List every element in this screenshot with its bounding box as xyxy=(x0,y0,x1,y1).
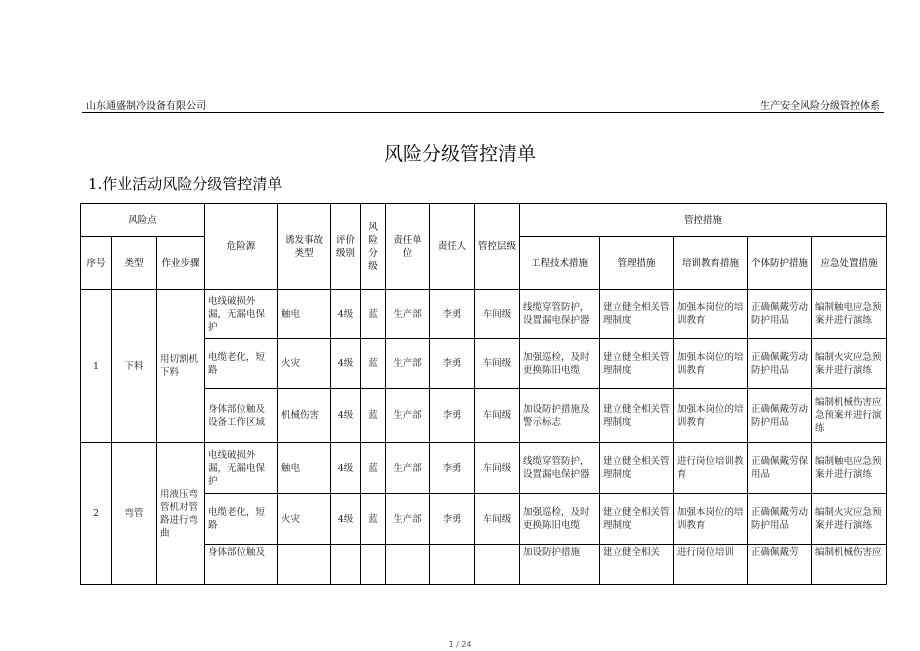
cell-engineering: 加强巡检，及时更换陈旧电缆 xyxy=(520,494,600,545)
table-row xyxy=(81,290,887,339)
cell-seq: 2 xyxy=(81,443,112,585)
cell-person: 李勇 xyxy=(430,494,475,545)
header-engineering: 工程技术措施 xyxy=(520,237,600,290)
cell-engineering: 线缆穿管防护，设置漏电保护器 xyxy=(520,443,600,494)
header-risk-point: 风险点 xyxy=(81,204,205,237)
cell-type: 弯管 xyxy=(112,443,157,585)
header-type: 类型 xyxy=(112,237,157,290)
header-company: 山东通盛制冷设备有限公司 xyxy=(86,101,206,112)
cell-engineering: 线缆穿管防护，设置漏电保护器 xyxy=(520,290,600,339)
cell-emergency: 编制机械伤害应急预案并进行演练 xyxy=(812,389,887,443)
cell-unit xyxy=(386,545,430,585)
cell-ppe: 正确佩戴劳保用品 xyxy=(748,443,812,494)
header-system: 生产安全风险分级管控体系 xyxy=(760,101,880,112)
cell-training: 加强本岗位的培训教育 xyxy=(674,339,748,389)
page-number: 1 / 24 xyxy=(448,640,472,649)
cell-person: 李勇 xyxy=(430,339,475,389)
header-eval-level: 评价级别 xyxy=(331,204,361,290)
header-person: 责任人 xyxy=(430,204,475,290)
cell-accident: 触电 xyxy=(278,290,331,339)
header-risk-level: 风险分级 xyxy=(361,204,386,290)
cell-accident: 火灾 xyxy=(278,494,331,545)
cell-unit: 生产部 xyxy=(386,443,430,494)
cell-eval: 4级 xyxy=(331,443,361,494)
header-seq: 序号 xyxy=(81,237,112,290)
cell-management: 建立健全相关管理制度 xyxy=(600,389,674,443)
cell-hazard: 电缆老化，短路 xyxy=(205,339,278,389)
cell-emergency: 编制火灾应急预案并进行演练 xyxy=(812,339,887,389)
cell-emergency: 编制触电应急预案并进行演练 xyxy=(812,290,887,339)
cell-seq: 1 xyxy=(81,290,112,443)
header-accident-type: 诱发事故类型 xyxy=(278,204,331,290)
cell-accident: 机械伤害 xyxy=(278,389,331,443)
cell-step: 用切割机下料 xyxy=(157,290,205,443)
cell-emergency: 编制机械伤害应 xyxy=(812,545,887,585)
cell-training: 进行岗位培训 xyxy=(674,545,748,585)
cell-management: 建立健全相关管理制度 xyxy=(600,494,674,545)
cell-level: 车间级 xyxy=(475,389,520,443)
table-row xyxy=(81,443,887,494)
cell-engineering: 加强巡检，及时更换陈旧电缆 xyxy=(520,339,600,389)
cell-accident xyxy=(278,545,331,585)
cell-level: 车间级 xyxy=(475,494,520,545)
cell-person: 李勇 xyxy=(430,290,475,339)
cell-level: 车间级 xyxy=(475,290,520,339)
header-management: 管理措施 xyxy=(600,237,674,290)
cell-ppe: 正确佩戴劳 xyxy=(748,545,812,585)
cell-risk: 蓝 xyxy=(361,443,386,494)
header-ppe: 个体防护措施 xyxy=(748,237,812,290)
header-training: 培训教育措施 xyxy=(674,237,748,290)
risk-control-table xyxy=(80,203,887,585)
cell-hazard: 电线破损外漏，无漏电保护 xyxy=(205,290,278,339)
header-control-level: 管控层级 xyxy=(475,204,520,290)
header-hazard: 危险源 xyxy=(205,204,278,290)
header-rule xyxy=(82,112,884,113)
cell-engineering: 加设防护措施 xyxy=(520,545,600,585)
cell-risk: 蓝 xyxy=(361,494,386,545)
header-measures: 管控措施 xyxy=(520,204,887,237)
cell-unit: 生产部 xyxy=(386,494,430,545)
cell-person: 李勇 xyxy=(430,389,475,443)
cell-ppe: 正确佩戴劳动防护用品 xyxy=(748,389,812,443)
document-title: 风险分级管控清单 xyxy=(383,143,536,165)
section-title: 1.作业活动风险分级管控清单 xyxy=(88,175,283,193)
cell-eval: 4级 xyxy=(331,494,361,545)
cell-emergency: 编制火灾应急预案并进行演练 xyxy=(812,494,887,545)
cell-hazard: 电线破损外漏，无漏电保护 xyxy=(205,443,278,494)
cell-ppe: 正确佩戴劳动防护用品 xyxy=(748,339,812,389)
cell-engineering: 加设防护措施及警示标志 xyxy=(520,389,600,443)
cell-unit: 生产部 xyxy=(386,290,430,339)
cell-ppe: 正确佩戴劳动防护用品 xyxy=(748,494,812,545)
cell-eval xyxy=(331,545,361,585)
cell-eval: 4级 xyxy=(331,339,361,389)
cell-person xyxy=(430,545,475,585)
cell-risk: 蓝 xyxy=(361,290,386,339)
cell-eval: 4级 xyxy=(331,290,361,339)
cell-hazard: 身体部位触及 xyxy=(205,545,278,585)
cell-person: 李勇 xyxy=(430,443,475,494)
cell-hazard: 电缆老化，短路 xyxy=(205,494,278,545)
cell-unit: 生产部 xyxy=(386,339,430,389)
risk-table-container xyxy=(80,203,886,558)
cell-eval: 4级 xyxy=(331,389,361,443)
cell-training: 加强本岗位的培训教育 xyxy=(674,290,748,339)
cell-management: 建立健全相关管理制度 xyxy=(600,339,674,389)
cell-management: 建立健全相关管理制度 xyxy=(600,443,674,494)
cell-level xyxy=(475,545,520,585)
cell-management: 建立健全相关管理制度 xyxy=(600,290,674,339)
header-emergency: 应急处置措施 xyxy=(812,237,887,290)
cell-level: 车间级 xyxy=(475,339,520,389)
cell-risk: 蓝 xyxy=(361,339,386,389)
header-step: 作业步骤 xyxy=(157,237,205,290)
cell-ppe: 正确佩戴劳动防护用品 xyxy=(748,290,812,339)
cell-emergency: 编制触电应急预案并进行演练 xyxy=(812,443,887,494)
cell-hazard: 身体部位触及设备工作区域 xyxy=(205,389,278,443)
header-unit: 责任单位 xyxy=(386,204,430,290)
cell-accident: 触电 xyxy=(278,443,331,494)
cell-step: 用液压弯管机对管路进行弯曲 xyxy=(157,443,205,585)
cell-unit: 生产部 xyxy=(386,389,430,443)
cell-risk xyxy=(361,545,386,585)
cell-training: 加强本岗位的培训教育 xyxy=(674,494,748,545)
cell-level: 车间级 xyxy=(475,443,520,494)
cell-training: 进行岗位培训教育 xyxy=(674,443,748,494)
cell-risk: 蓝 xyxy=(361,389,386,443)
cell-management: 建立健全相关 xyxy=(600,545,674,585)
cell-type: 下料 xyxy=(112,290,157,443)
cell-accident: 火灾 xyxy=(278,339,331,389)
cell-training: 加强本岗位的培训教育 xyxy=(674,389,748,443)
